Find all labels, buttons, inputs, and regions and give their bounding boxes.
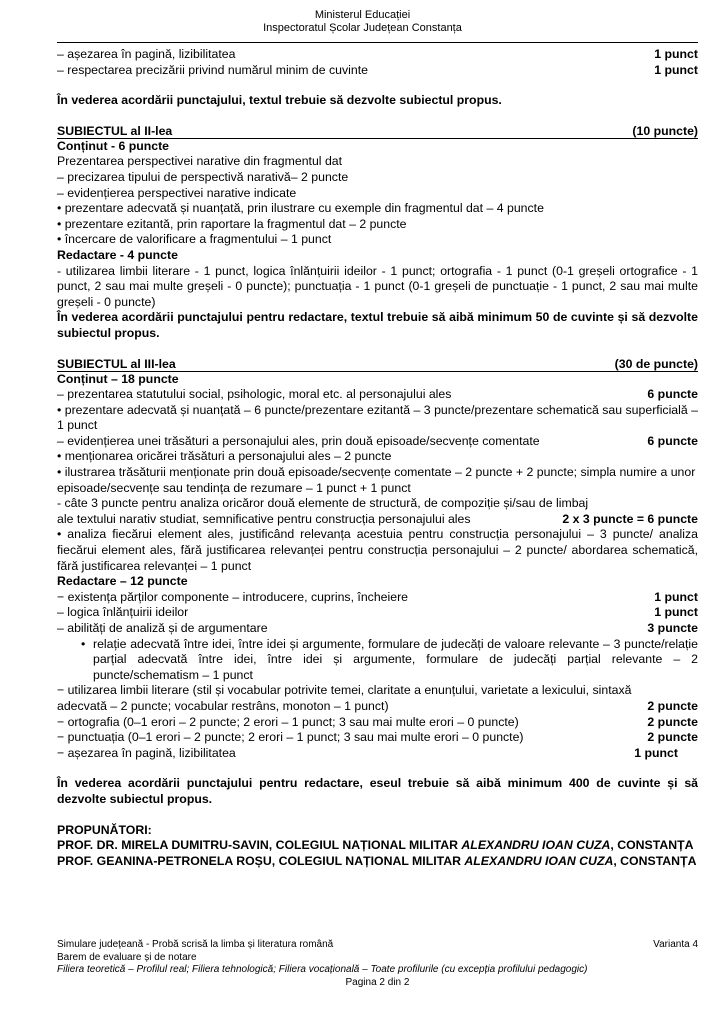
section-2-note: În vederea acordării punctajului pentru redactare, textul trebuie să aibă minimum 50 de cuvinte și să dezvolte subiectul propus. xyxy=(57,310,698,340)
list-item: • prezentare ezitantă, prin raportare la fragmentul dat – 2 puncte xyxy=(57,216,407,231)
exam-name: Simulare județeană - Probă scrisă la limba și literatura română xyxy=(57,939,334,950)
list-item: – precizarea tipului de perspectivă narativă– 2 puncte xyxy=(57,169,349,184)
scoring-row: adecvată – 2 puncte; vocabular restrâns, monoton – 1 punct) 2 puncte xyxy=(57,698,698,713)
list-item: − utilizarea limbii literare (stil și vocabular potrivite temei, claritate a enunțului, varietate a lexicului, sintaxă xyxy=(57,683,632,698)
scoring-row: − existența părților componente – introducere, cuprins, încheiere 1 punct xyxy=(57,589,698,604)
section-2-redactare-text: - utilizarea limbii literare - 1 punct, logica înlănțuirii ideilor - 1 punct; ortografia - 1 punct (0-1 greșeli ortografice - 1 punct, 2 sau mai multe greșeli - 0 puncte); punctuația - 1 punct (0-1 greșeli de punctuație - 1 punct, 2 sau mai multe greșeli - 0 puncte) xyxy=(57,263,698,309)
inspectorate-name: Inspectoratul Școlar Județean Constanța xyxy=(263,22,462,34)
list-item: • încercare de valorificare a fragmentului – 1 punct xyxy=(57,232,332,247)
scoring-row: – prezentarea statutului social, psihologic, moral etc. al personajului ales 6 puncte xyxy=(57,387,698,402)
page-number: Pagina 2 din 2 xyxy=(345,976,410,988)
scoring-row: ale textului narativ studiat, semnificative pentru construcția personajului ales 2 x 3 puncte = 6 puncte xyxy=(57,511,698,526)
list-item: • relație adecvată între idei, între idei și argumente, formulare de judecăți de valoare relevante – 3 puncte/relație parțial adecvată între idei, între idei și argumente, formulare de judecăți parțial relevante – 2 puncte/schematism – 1 punct xyxy=(81,636,698,682)
scoring-row: − punctuația (0–1 erori – 2 puncte; 2 erori – 1 punct; 3 sau mai multe erori – 0 puncte) 2 puncte xyxy=(57,730,698,745)
scoring-row: − ortografia (0–1 erori – 2 puncte; 2 erori – 1 punct; 3 sau mai multe erori – 0 puncte) 2 puncte xyxy=(57,714,698,729)
list-item: Prezentarea perspectivei narative din fragmentul dat xyxy=(57,154,343,169)
scoring-row: – abilități de analiză și de argumentare 3 puncte xyxy=(57,621,698,635)
proposers-heading: PROPUNĂTORI: xyxy=(57,822,152,837)
barem-label: Barem de evaluare și de notare xyxy=(57,951,197,963)
page-header xyxy=(0,9,725,35)
list-item: - câte 3 puncte pentru analiza oricăror două elemente de structură, de compoziție și/sau de limbaj xyxy=(57,496,589,511)
section-2-content-heading: Conținut - 6 puncte xyxy=(57,138,170,153)
scoring-row: – logica înlănțuirii ideilor 1 punct xyxy=(57,605,698,620)
ministry-name: Ministerul Educației xyxy=(314,9,411,21)
header-divider xyxy=(57,42,698,43)
scoring-row: – evidențierea unei trăsături a personajului ales, prin două episoade/secvențe comentate 6 puncte xyxy=(57,433,698,448)
section-3-content-heading: Conținut – 18 puncte xyxy=(57,371,179,386)
variant-label: Varianta 4 xyxy=(653,939,698,950)
list-item: • analiza fiecărui element ales, justificând relevanța acestuia pentru construcția personajului – 3 puncte/ analiza fiecărui element ales, fără justificarea relevanței pentru construcția personajului – 2 puncte/ abordarea schematică, fără justificarea relevanței – 1 punct xyxy=(57,527,698,573)
section-2-title: SUBIECTUL al II-lea (10 puncte) xyxy=(57,123,698,138)
page-footer xyxy=(57,939,698,989)
proposer-2: PROF. GEANINA-PETRONELA ROȘU, COLEGIUL NAȚIONAL MILITAR ALEXANDRU IOAN CUZA, CONSTANȚA xyxy=(57,853,697,868)
top-note: În vederea acordării punctajului, textul trebuie să dezvolte subiectul propus. xyxy=(57,93,502,108)
section-3-title: SUBIECTUL al III-lea (30 de puncte) xyxy=(57,356,698,371)
scoring-row: – așezarea în pagină, lizibilitatea 1 punct xyxy=(57,47,698,61)
list-item: • prezentare adecvată și nuanțată, prin ilustrare cu exemple din fragmentul dat – 4 puncte xyxy=(57,201,544,216)
filiera-label: Filiera teoretică – Profilul real; Filiera tehnologică; Filiera vocațională – Toate profilurile (cu excepția profilului pedagogic) xyxy=(57,964,588,975)
scoring-row: − așezarea în pagină, lizibilitatea 1 punct xyxy=(57,745,678,760)
list-item: – evidențierea perspectivei narative indicate xyxy=(57,185,297,200)
list-item: • prezentare adecvată și nuanțată – 6 puncte/prezentare ezitantă – 3 puncte/prezentare schematică sau superficială – 1 punct xyxy=(57,402,698,433)
list-item: • menționarea oricărei trăsături a personajului ales – 2 puncte xyxy=(57,449,392,464)
section-3-redactare-heading: Redactare – 12 puncte xyxy=(57,574,188,589)
section-3-note: În vederea acordării punctajului pentru redactare, eseul trebuie să aibă minimum 400 de cuvinte și să dezvolte subiectul propus. xyxy=(57,776,698,806)
section-2-redactare-heading: Redactare - 4 puncte xyxy=(57,247,178,262)
document-body xyxy=(57,47,698,869)
list-item: • ilustrarea trăsăturii menționate prin două episoade/secvențe comentate – 2 puncte + 2 puncte; simpla numire a unor episoade/secvențe sau tendința de rezumare – 1 punct + 1 punct xyxy=(57,465,696,495)
proposer-1: PROF. DR. MIRELA DUMITRU-SAVIN, COLEGIUL NAȚIONAL MILITAR ALEXANDRU IOAN CUZA, CONSTANȚA xyxy=(57,838,694,853)
scoring-row: – respectarea precizării privind numărul minim de cuvinte 1 punct xyxy=(57,62,698,77)
bullet-icon: • xyxy=(81,636,86,651)
